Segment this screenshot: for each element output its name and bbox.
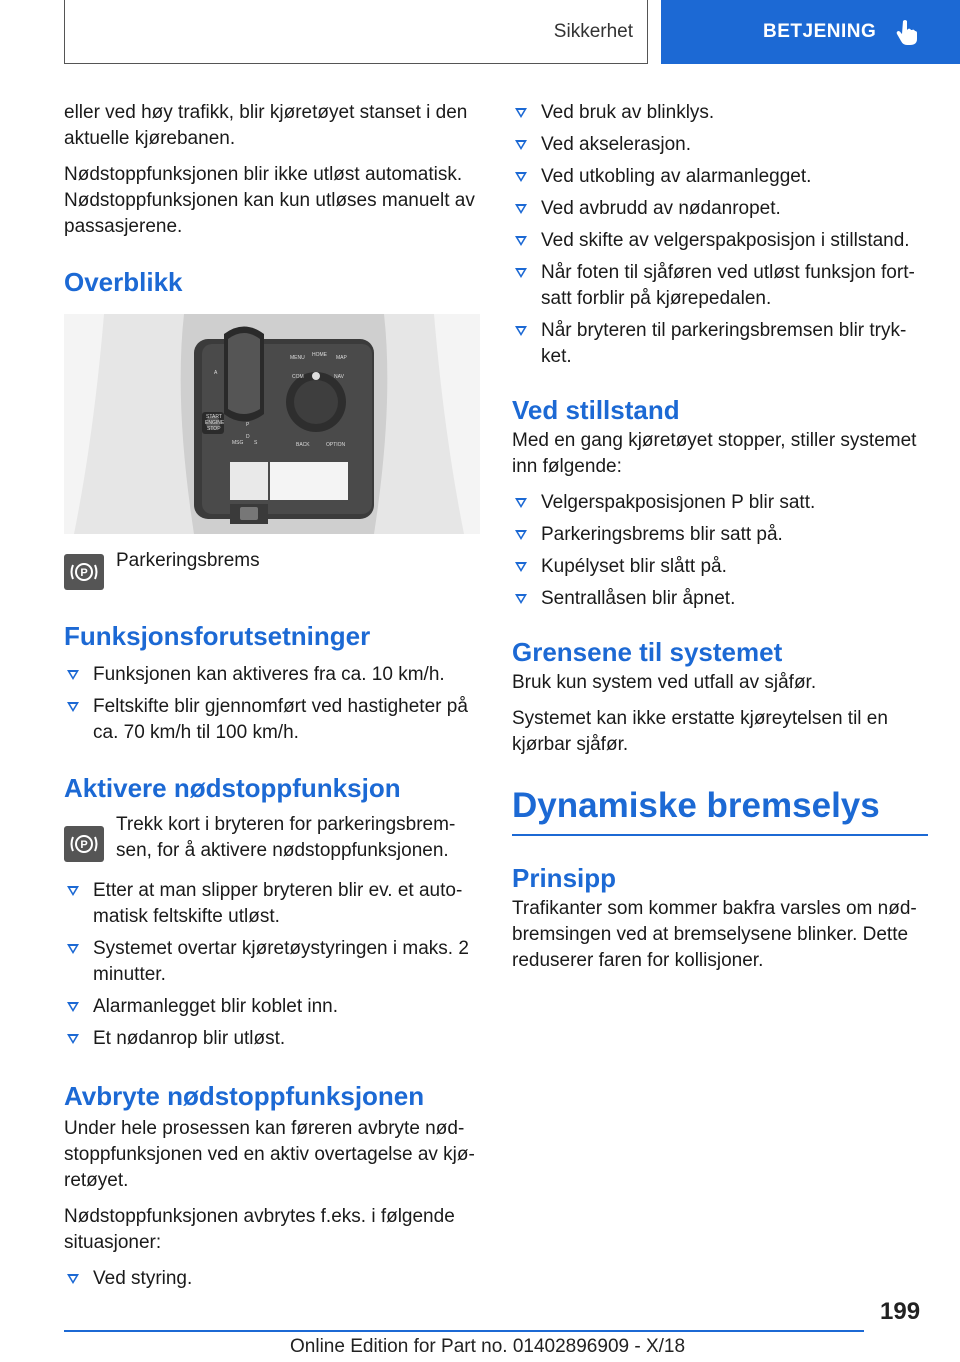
heading-overblikk: Overblikk [64, 267, 183, 297]
legend-label: Parkeringsbrems [116, 550, 260, 571]
chapter-heading-dynamiske-bremselys: Dynamiske bremselys [512, 786, 880, 825]
right-column [512, 100, 928, 984]
list-item: Alarmanlegget blir koblet inn. [64, 994, 480, 1020]
label-start-1: START [206, 414, 222, 420]
hand-pointer-icon [896, 19, 918, 45]
list-item: Ved akselerasjon. [512, 132, 928, 158]
paragraph: eller ved høy trafikk, blir kjøretøyet stanset i den aktuelle kjørebanen. [64, 102, 468, 149]
triangle-bullet-icon [67, 944, 79, 954]
triangle-bullet-icon [515, 236, 527, 246]
triangle-bullet-icon [515, 268, 527, 278]
bullet-list [512, 100, 928, 370]
list-item: Velgerspakposisjonen P blir satt. [512, 490, 928, 516]
label-s: S [254, 440, 258, 446]
triangle-bullet-icon [515, 108, 527, 118]
triangle-bullet-icon [515, 530, 527, 540]
triangle-bullet-icon [67, 886, 79, 896]
paragraph: Under hele prosessen kan føreren avbryte nødstoppfunksjonen ved en aktiv overtagelse av kjøretøyet. [64, 1118, 475, 1191]
aktivere-text: Trekk kort i bryteren for parkeringsbremsen, for å aktivere nødstoppfunksjonen. [116, 814, 456, 861]
label-map: MAP [336, 355, 347, 361]
list-item: Feltskifte blir gjennomført ved hastigheter på ca. 70 km/h til 100 km/h. [64, 694, 480, 746]
list-item: Funksjonen kan aktiveres fra ca. 10 km/h. [64, 662, 480, 688]
list-item: Sentrallåsen blir åpnet. [512, 586, 928, 612]
triangle-bullet-icon [67, 1274, 79, 1284]
heading-avbryte: Avbryte nødstoppfunksjonen [64, 1081, 425, 1111]
heading-aktivere: Aktivere nødstoppfunksjon [64, 773, 401, 803]
footer-edition: Online Edition for Part no. 01402896909 - X/18 [290, 1336, 686, 1357]
list-item: Et nødanrop blir utløst. [64, 1026, 480, 1052]
list-item: Ved styring. [64, 1266, 480, 1292]
triangle-bullet-icon [515, 172, 527, 182]
parking-brake-icon [64, 826, 104, 862]
label-auto-hold: A [214, 370, 218, 376]
center-console-illustration [64, 314, 480, 534]
svg-text:P: P [80, 839, 88, 851]
triangle-bullet-icon [515, 498, 527, 508]
parking-brake-icon [64, 554, 104, 590]
paragraph: Nødstoppfunksjonen avbrytes f.eks. i følgende situasjoner: [64, 1206, 455, 1253]
list-item: Kupélyset blir slått på. [512, 554, 928, 580]
paragraph: Med en gang kjøretøyet stopper, stiller systemet inn følgende: [512, 430, 917, 477]
center-console-figure [64, 314, 480, 534]
bullet-list [64, 878, 480, 1052]
list-item: Ved utkobling av alarmanlegget. [512, 164, 928, 190]
list-item: Når bryteren til parkeringsbremsen blir trykket. [512, 318, 928, 370]
triangle-bullet-icon [515, 326, 527, 336]
triangle-bullet-icon [67, 702, 79, 712]
triangle-bullet-icon [515, 594, 527, 604]
aktivere-instruction [64, 812, 480, 864]
header-section-label: Sikkerhet [553, 20, 633, 42]
paragraph: Nødstoppfunksjonen blir ikke utløst automatisk. Nødstoppfunksjonen kan kun utløses manuelt av passasjerene. [64, 164, 475, 237]
triangle-bullet-icon [515, 562, 527, 572]
list-item: Ved avbrudd av nødanropet. [512, 196, 928, 222]
label-nav: NAV [334, 374, 344, 380]
triangle-bullet-icon [515, 140, 527, 150]
bullet-list [64, 1266, 480, 1292]
triangle-bullet-icon [67, 1002, 79, 1012]
triangle-bullet-icon [67, 670, 79, 680]
label-com: COM [292, 374, 304, 380]
label-gear-d: D [246, 434, 250, 440]
list-item: Ved bruk av blinklys. [512, 100, 928, 126]
list-item: Ved skifte av velgerspakposisjon i stillstand. [512, 228, 928, 254]
heading-stillstand: Ved stillstand [512, 395, 680, 425]
bullet-list [64, 662, 480, 746]
legend-parking-brake [64, 550, 480, 590]
triangle-bullet-icon [67, 1034, 79, 1044]
list-item: Parkeringsbrems blir satt på. [512, 522, 928, 548]
left-column [64, 100, 480, 1298]
heading-grensene: Grensene til systemet [512, 637, 783, 667]
svg-text:P: P [80, 567, 88, 579]
list-item: Etter at man slipper bryteren blir ev. et automatisk feltskifte utløst. [64, 878, 480, 930]
bullet-list [512, 490, 928, 612]
header-section [64, 0, 648, 64]
triangle-bullet-icon [515, 204, 527, 214]
header-chapter-label: BETJENING [763, 21, 877, 42]
footer-rule [64, 1330, 864, 1332]
label-gear-p: P [246, 422, 250, 428]
label-menu: MENU [290, 355, 305, 361]
label-home: HOME [312, 352, 327, 358]
list-item: Når foten til sjåføren ved utløst funksjon fortsatt forblir på kjørepedalen. [512, 260, 928, 312]
heading-rule [512, 834, 928, 836]
label-msg: MSG [232, 440, 244, 446]
label-start-3: STOP [207, 426, 221, 432]
list-item: Systemet overtar kjøretøystyringen i maks. 2 minutter. [64, 936, 480, 988]
page-number: 199 [880, 1298, 921, 1325]
header-chapter-tab[interactable] [661, 0, 960, 64]
paragraph: Systemet kan ikke erstatte kjøreytelsen til en kjørbar sjåfør. [512, 708, 888, 755]
label-option: OPTION [326, 442, 346, 448]
label-start-2: ENGINE [205, 420, 225, 426]
heading-funksjonsforutsetninger: Funksjonsforutsetninger [64, 621, 371, 651]
paragraph: Trafikanter som kommer bakfra varsles om nødbremsingen ved at bremselysene blinker. Dette reduserer faren for kollisjoner. [512, 898, 917, 971]
label-back: BACK [296, 442, 310, 448]
heading-prinsipp: Prinsipp [512, 863, 617, 893]
paragraph: Bruk kun system ved utfall av sjåfør. [512, 672, 817, 693]
